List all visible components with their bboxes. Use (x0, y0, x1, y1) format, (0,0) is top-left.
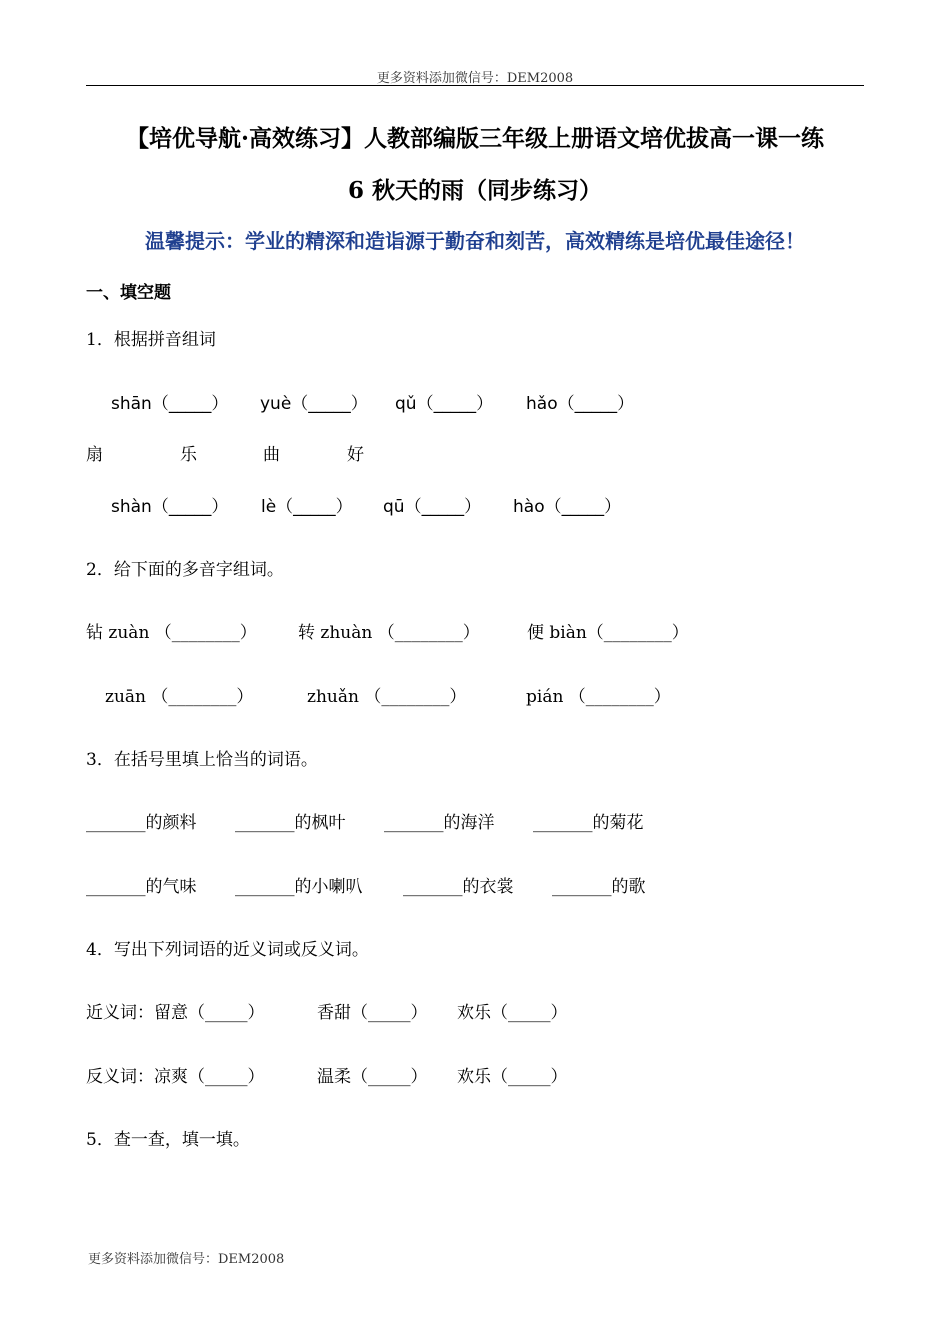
q2-blank[interactable]: 便 biàn（________） (527, 623, 689, 643)
q1-blank[interactable]: qǔ（_____） (395, 394, 494, 414)
q1-blank[interactable]: shān（_____） (111, 394, 229, 414)
page-header: 更多资料添加微信号：DEM2008 (376, 71, 574, 86)
tip-banner: 温馨提示：学业的精深和造诣源于勤奋和刻苦，高效精练是培优最佳途径！ (145, 229, 805, 253)
question-1-prompt: 1．根据拼音组词 (86, 330, 216, 350)
q1-char: 曲 (263, 445, 280, 465)
doc-title: 【培优导航·高效练习】人教部编版三年级上册语文培优拔高一课一练 (125, 125, 824, 152)
header-divider (86, 85, 864, 86)
q2-blank[interactable]: zuān （________） (105, 687, 254, 707)
q1-char: 乐 (180, 445, 197, 465)
q3-blank[interactable]: _______的衣裳 (403, 877, 514, 897)
q1-char: 扇 (86, 445, 103, 465)
question-5-prompt: 5．查一查，填一填。 (86, 1130, 250, 1150)
q4-blank[interactable]: 温柔（_____） (317, 1067, 428, 1087)
question-3-prompt: 3．在括号里填上恰当的词语。 (86, 750, 318, 770)
q1-blank[interactable]: shàn（_____） (111, 497, 229, 517)
question-2-prompt: 2．给下面的多音字组词。 (86, 560, 284, 580)
q2-blank[interactable]: 钻 zuàn （________） (86, 623, 257, 643)
q2-blank[interactable]: 转 zhuàn （________） (298, 623, 480, 643)
q3-blank[interactable]: _______的小喇叭 (235, 877, 363, 897)
q3-blank[interactable]: _______的颜料 (86, 813, 197, 833)
q3-blank[interactable]: _______的海洋 (384, 813, 495, 833)
q4-blank[interactable]: 近义词：留意（_____） (86, 1003, 265, 1023)
q3-blank[interactable]: _______的气味 (86, 877, 197, 897)
q2-blank[interactable]: zhuǎn （________） (307, 687, 467, 707)
q3-blank[interactable]: _______的菊花 (533, 813, 644, 833)
q1-blank[interactable]: lè（_____） (261, 497, 353, 517)
q4-blank[interactable]: 欢乐（_____） (457, 1003, 568, 1023)
q4-blank[interactable]: 香甜（_____） (317, 1003, 428, 1023)
q2-blank[interactable]: pián （________） (526, 687, 671, 707)
q1-char: 好 (347, 445, 364, 465)
q1-blank[interactable]: yuè（_____） (260, 394, 368, 414)
q3-blank[interactable]: _______的歌 (552, 877, 646, 897)
doc-subtitle: 6 秋天的雨（同步练习） (347, 177, 602, 204)
q1-blank[interactable]: qū（_____） (383, 497, 482, 517)
question-4-prompt: 4．写出下列词语的近义词或反义词。 (86, 940, 369, 960)
q4-blank[interactable]: 反义词：凉爽（_____） (86, 1067, 265, 1087)
q4-blank[interactable]: 欢乐（_____） (457, 1067, 568, 1087)
section-heading: 一、填空题 (86, 283, 171, 303)
q1-blank[interactable]: hǎo（_____） (526, 394, 635, 414)
q1-blank[interactable]: hào（_____） (513, 497, 622, 517)
q3-blank[interactable]: _______的枫叶 (235, 813, 346, 833)
page-footer: 更多资料添加微信号：DEM2008 (88, 1252, 285, 1267)
